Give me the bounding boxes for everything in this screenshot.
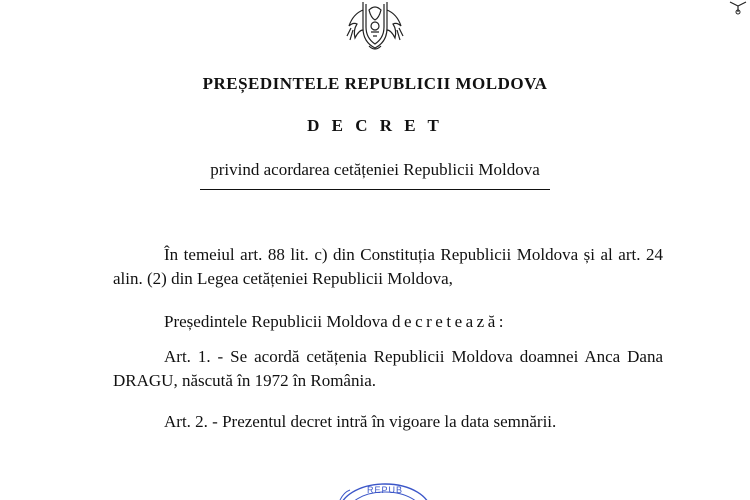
article-2-text: Art. 2. - Prezentul decret intră în vigoare la data semnării. (164, 412, 557, 431)
legal-basis-text: În temeiul art. 88 lit. c) din Constituția Republicii Moldova și al art. 24 alin. (2) din Legea cetățeniei Republicii Moldova, (113, 245, 663, 288)
seal-text: REPUB (366, 485, 404, 495)
corner-stamp-icon (726, 0, 750, 16)
decree-subject: privind acordarea cetățeniei Republicii Moldova (210, 160, 540, 179)
article-1 (113, 345, 663, 393)
article-1-text: Art. 1. - Se acordă cetățenia Republicii Moldova doamnei Anca Dana DRAGU, născută în 1972 în România. (113, 347, 663, 390)
document-type: D E C R E T (307, 116, 443, 135)
coat-of-arms-icon (335, 0, 415, 52)
decree-formula-paragraph (113, 310, 663, 334)
decree-verb: decretează: (392, 312, 507, 331)
legal-basis-paragraph (113, 243, 663, 291)
official-seal-icon (330, 470, 440, 500)
issuer-title: PREȘEDINTELE REPUBLICII MOLDOVA (202, 74, 548, 93)
decree-formula-prefix: Președintele Republicii Moldova (164, 312, 393, 331)
article-2 (113, 410, 663, 434)
subject-underline (200, 189, 550, 190)
